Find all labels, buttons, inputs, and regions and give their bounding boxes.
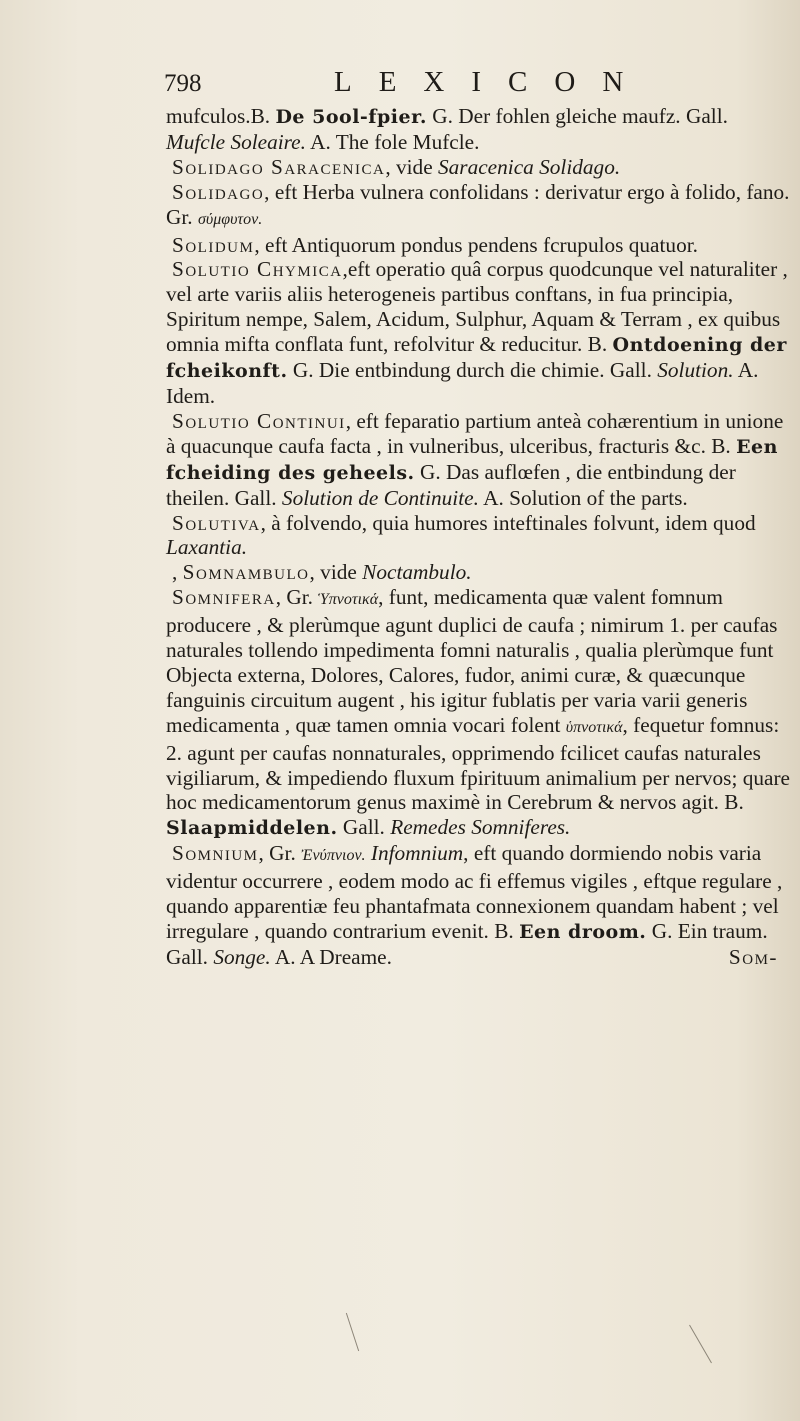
lexicon-entry	[166, 585, 792, 841]
lexicon-entry	[166, 560, 792, 585]
lexicon-entry	[166, 409, 792, 511]
entry-text: G. Das auflœfen , die entbindung der theilen. Gall.	[166, 459, 736, 510]
lexicon-text	[166, 104, 792, 970]
entry-headword: Somnambulo	[182, 560, 310, 585]
page-header	[164, 66, 651, 106]
italic-term: Remedes Somniferes.	[390, 815, 571, 840]
entry-text: , vide	[309, 560, 363, 585]
entry-text: , fequetur fomnus: 2. agunt per caufas nonnaturales, opprimendo fcilicet caufas naturales vigiliarum, & impediendo fluxum fpirituum animalium per nervos; quare hoc medicamentorum genus maximè in Cerebrum & nervos agit. B.	[166, 712, 790, 815]
entry-headword: Somnifera	[172, 585, 276, 610]
entry-text: ,eft operatio quâ corpus quodcunque vel naturaliter , vel arte variis aliis heterogeneis partibus conftans, in fua principia, Spiritum nempe, Salem, Acidum, Sulphur, Aquam & Terram , ex quibus omnia mifta conflata funt, refolvitur & reducitur. B.	[166, 257, 788, 357]
catchword: Som-	[728, 944, 778, 969]
entry-text: ,	[172, 560, 183, 585]
entry-headword: Somnium	[172, 841, 259, 866]
entry-text: G. Die entbindung durch die chimie. Gall.	[287, 358, 658, 383]
lexicon-entry	[166, 104, 792, 155]
entry-text: , Gr.	[258, 841, 302, 866]
entry-text: , eft Herba vulnera confolidans : derivatur ergo à folido, fano. Gr.	[166, 179, 790, 229]
greek-term: Ἐνύπνιον.	[301, 847, 366, 865]
greek-term: Ὑπνοτικά	[318, 591, 379, 609]
entry-text: , eft quando dormiendo nobis varia videntur occurrere , eodem modo ac fi effemus vigiles , eftque regulare , quando apparentiæ feu phantafmata connexionem quandam habent ; vel irregulare , quando contrarium evenit. B.	[166, 841, 783, 943]
entry-text: mufculos.B.	[166, 104, 276, 128]
lexicon-entry	[166, 841, 792, 970]
blackletter-translation: Slaapmiddelen.	[166, 817, 338, 840]
italic-term: Solution de Continuite.	[281, 485, 479, 510]
page-number: 798	[164, 70, 202, 97]
entry-text: A. The fole Mufcle.	[305, 129, 480, 154]
lexicon-entry	[166, 511, 792, 561]
italic-term: Noctambulo.	[362, 560, 472, 585]
stray-ink-mark	[346, 1313, 359, 1351]
entry-text: A. Solution of the parts.	[478, 485, 688, 510]
lexicon-entry	[166, 257, 792, 408]
entry-text: , eft Antiquorum pondus pendens fcrupulos quatuor.	[254, 232, 698, 257]
running-head: LEXICON	[334, 66, 651, 98]
blackletter-translation: Ontdoening der fcheikonft.	[166, 334, 787, 383]
lexicon-entry	[166, 233, 792, 258]
entry-headword: Solidum	[172, 232, 255, 257]
italic-term: Saracenica Solidago.	[437, 154, 621, 179]
entry-headword: Solutio Continui	[172, 408, 346, 433]
italic-term: Mufcle Soleaire.	[166, 129, 306, 154]
entry-text: A. Idem.	[166, 358, 759, 408]
lexicon-entry	[166, 155, 792, 180]
blackletter-translation: Een fcheiding des geheels.	[166, 435, 778, 484]
entry-text: Gall.	[337, 815, 391, 840]
entry-headword: Solutio Chymica	[172, 257, 343, 282]
entry-headword: Solidago Saracenica	[172, 154, 386, 179]
greek-term: ὑπνοτικά	[565, 718, 623, 736]
italic-term: Solution.	[657, 358, 734, 383]
entry-headword: Solutiva	[172, 510, 261, 535]
italic-term: Infomnium	[370, 841, 464, 866]
entry-text: A. A Dreame.	[270, 944, 392, 969]
entry-text: , Gr.	[275, 585, 319, 610]
entry-text: , eft feparatio partium anteà cohærentium in unione à quacunque caufa facta , in vulneribus, ulceribus, fracturis &c. B.	[166, 408, 784, 458]
entry-headword: Solidago	[172, 179, 265, 204]
entry-text: G. Der fohlen gleiche maufz. Gall.	[426, 104, 728, 128]
blackletter-translation: De 5ool-fpier.	[275, 106, 427, 128]
entry-text: , funt, medicamenta quæ valent fomnum producere , & plerùmque agunt duplici de caufa ; nimirum 1. per caufas naturales tollendo impedimenta fomni naturalis , qualia plerùmque funt Objecta externa, Dolores, Calores, fudor, animi curæ, & quæcunque fanguinis circuitum augent , his igitur fublatis per varia varii generis medicamenta , quæ tamen omnia vocari folent	[166, 585, 778, 737]
lexicon-entry	[166, 180, 792, 233]
entry-text: G. Ein traum. Gall.	[166, 919, 768, 969]
entry-text: , à folvendo, quia humores inteftinales folvunt, idem quod	[260, 510, 756, 535]
stray-ink-mark	[689, 1325, 712, 1364]
italic-term: Songe.	[213, 944, 271, 969]
blackletter-translation: Een droom.	[519, 921, 647, 943]
entry-text: , vide	[385, 154, 438, 179]
greek-term: σύμφυτον.	[197, 210, 263, 228]
italic-term: Laxantia.	[166, 535, 248, 560]
